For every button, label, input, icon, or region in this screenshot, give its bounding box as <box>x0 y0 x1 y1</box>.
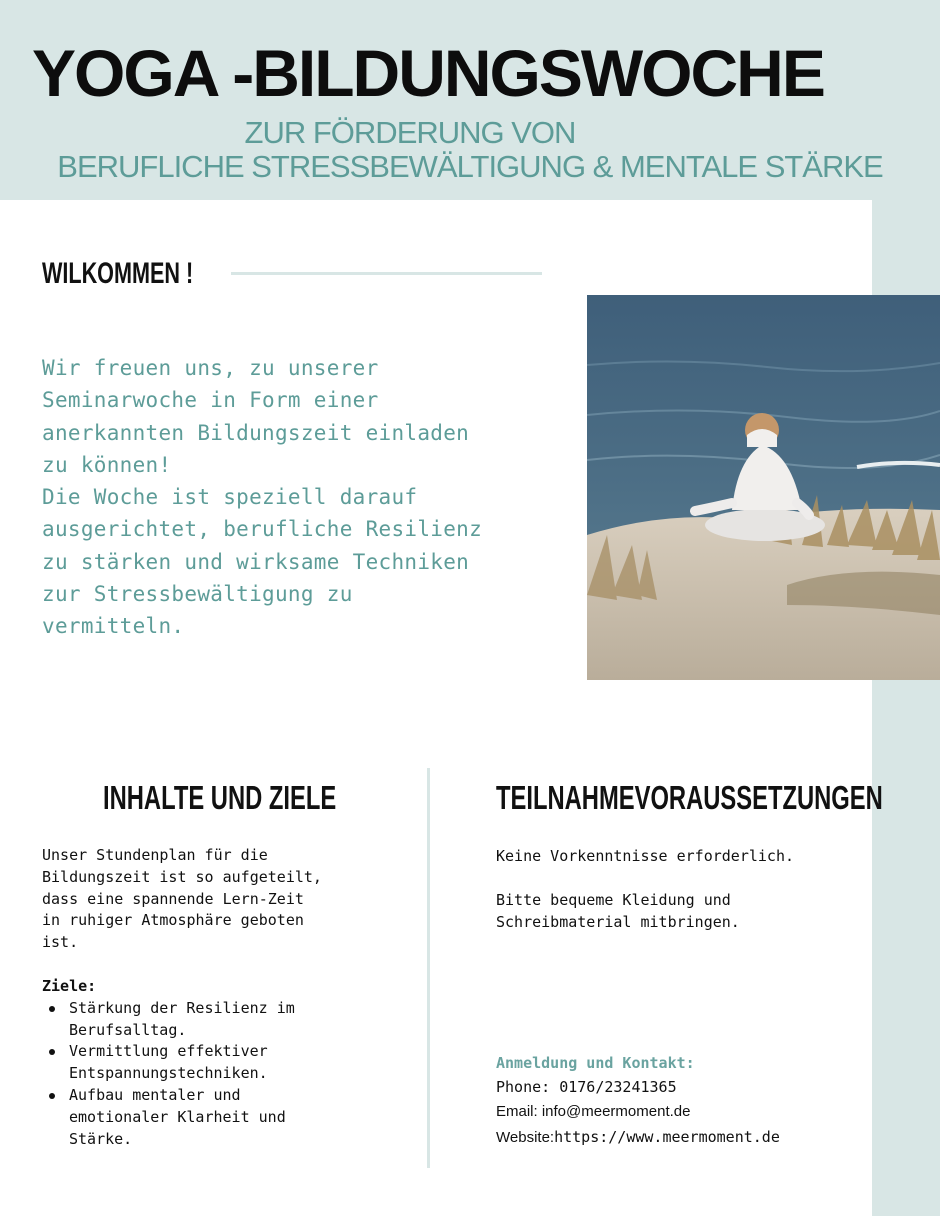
meditation-photo <box>587 295 940 680</box>
goals-label: Ziele: <box>42 976 97 995</box>
phone-link[interactable]: 0176/23241365 <box>559 1078 677 1096</box>
subtitle-line-1: ZUR FÖRDERUNG VON <box>244 115 576 150</box>
column-divider <box>427 768 430 1168</box>
subtitle-line-2: BERUFLICHE STRESSBEWÄLTIGUNG & MENTALE STÄRKE <box>57 149 883 184</box>
requirements-line-2: Bitte bequeme Kleidung und Schreibmaterial mitbringen. <box>496 890 740 931</box>
phone-label: Phone: <box>496 1078 560 1096</box>
welcome-text <box>42 352 542 643</box>
requirements-heading: TEILNAHMEVORAUSSETZUNGEN <box>496 779 883 816</box>
contact-email <box>496 1100 866 1124</box>
list-item: Vermittlung effektiver Entspannungstechniken. <box>42 1041 372 1085</box>
website-label: Website: <box>496 1129 555 1146</box>
welcome-heading: WILKOMMEN ! <box>42 257 194 290</box>
welcome-divider <box>231 272 542 275</box>
beach-meditation-image <box>587 295 940 680</box>
content-intro-text: Unser Stundenplan für die Bildungszeit ist so aufgeteilt, dass eine spannende Lern-Zeit in ruhiger Atmosphäre geboten ist. <box>42 846 322 952</box>
content-goals-heading: INHALTE UND ZIELE <box>103 779 337 816</box>
welcome-paragraph: Wir freuen uns, zu unserer Seminarwoche in Form einer anerkannten Bildungszeit einladen zu können! Die Woche ist speziell darauf ausgerichtet, berufliche Resilienz zu stärken und wirksame Techniken zur Stressbewältigung zu vermitteln. <box>42 356 483 639</box>
list-item: Stärkung der Resilienz im Berufsalltag. <box>42 998 372 1042</box>
email-link[interactable]: info@meermoment.de <box>541 1103 691 1120</box>
requirements-body <box>496 846 856 933</box>
requirements-line-1: Keine Vorkenntnisse erforderlich. <box>496 847 795 865</box>
goals-list <box>42 998 372 1151</box>
email-label: Email: <box>496 1103 542 1120</box>
website-link[interactable]: https://www.meermoment.de <box>554 1128 780 1146</box>
list-item: Aufbau mentaler und emotionaler Klarheit und Stärke. <box>42 1085 372 1150</box>
content-goals-body <box>42 845 372 1150</box>
contact-website <box>496 1126 866 1150</box>
contact-block <box>496 1052 866 1150</box>
contact-phone <box>496 1076 866 1100</box>
page-title: YOGA -BILDUNGSWOCHE <box>32 36 824 110</box>
contact-label: Anmeldung und Kontakt: <box>496 1054 695 1072</box>
